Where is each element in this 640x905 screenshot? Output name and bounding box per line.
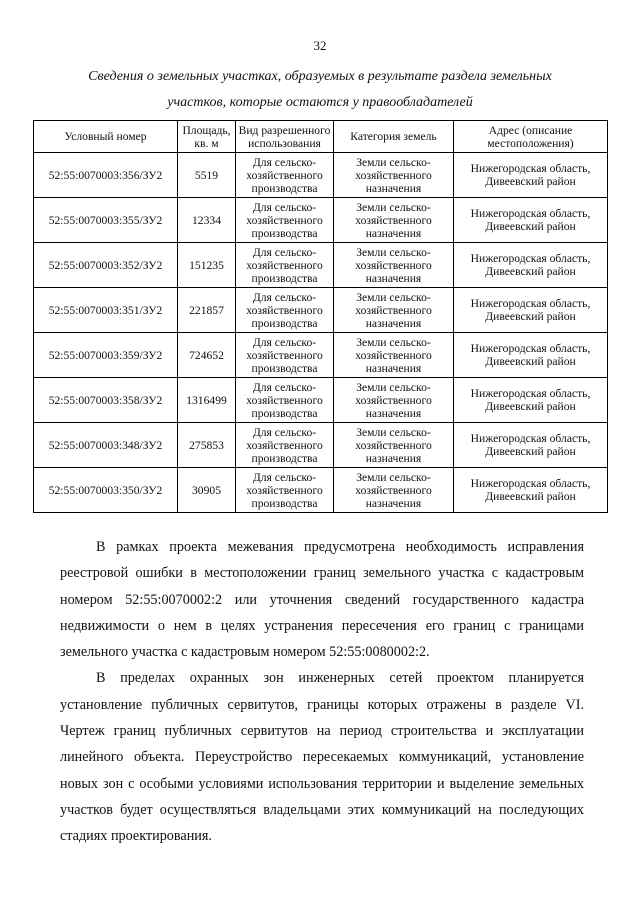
cell-permitted-use: Для сельско-хозяйственного производства xyxy=(236,468,334,513)
cell-permitted-use: Для сельско-хозяйственного производства xyxy=(236,288,334,333)
header-area: Площадь, кв. м xyxy=(178,121,236,153)
table-row xyxy=(34,378,608,423)
cell-address: Нижегородская область, Дивеевский район xyxy=(454,378,608,423)
cell-land-category: Земли сельско-хозяйственного назначения xyxy=(334,423,454,468)
cell-area: 221857 xyxy=(178,288,236,333)
cell-cadastral-number: 52:55:0070003:359/ЗУ2 xyxy=(34,333,178,378)
cell-land-category: Земли сельско-хозяйственного назначения xyxy=(334,378,454,423)
header-cadastral-number: Условный номер xyxy=(34,121,178,153)
paragraph-public-easements: В пределах охранных зон инженерных сетей проектом планируется установление публичных сервитутов, границы которых отражены в разделе VI. Чертеж границ публичных сервитутов на период строительства и эксплуатации линейного объекта. Переустройство пересекаемых коммуникаций, установление новых зон с особыми условиями использования территории и выделение земельных участков будет осуществляться владельцами этих коммуникаций на последующих стадиях проектирования. xyxy=(60,670,584,845)
page-number: 32 xyxy=(313,38,327,53)
cell-land-category: Земли сельско-хозяйственного назначения xyxy=(334,333,454,378)
cell-address: Нижегородская область, Дивеевский район xyxy=(454,468,608,513)
cell-permitted-use: Для сельско-хозяйственного производства xyxy=(236,378,334,423)
cell-cadastral-number: 52:55:0070003:355/ЗУ2 xyxy=(34,198,178,243)
cell-address: Нижегородская область, Дивеевский район xyxy=(454,153,608,198)
cell-area: 30905 xyxy=(178,468,236,513)
cell-area: 5519 xyxy=(178,153,236,198)
cell-land-category: Земли сельско-хозяйственного назначения xyxy=(334,243,454,288)
cell-area: 12334 xyxy=(178,198,236,243)
cell-permitted-use: Для сельско-хозяйственного производства xyxy=(236,243,334,288)
body-text xyxy=(60,534,584,850)
table-row xyxy=(34,288,608,333)
table-row xyxy=(34,198,608,243)
cell-address: Нижегородская область, Дивеевский район xyxy=(454,423,608,468)
cell-permitted-use: Для сельско-хозяйственного производства xyxy=(236,198,334,243)
cell-cadastral-number: 52:55:0070003:350/ЗУ2 xyxy=(34,468,178,513)
cell-cadastral-number: 52:55:0070003:352/ЗУ2 xyxy=(34,243,178,288)
cell-permitted-use: Для сельско-хозяйственного производства xyxy=(236,153,334,198)
table-row xyxy=(34,153,608,198)
paragraph-cadastral-error: В рамках проекта межевания предусмотрена необходимость исправления реестровой ошибки в местоположении границ земельного участка с кадастровым номером 52:55:0070002:2 или уточнения сведений государственного кадастра недвижимости о нем в целях устранения пересечения его границ с границами земельного участка с кадастровым номером 52:55:0080002:2. xyxy=(60,539,584,661)
land-plots-table xyxy=(33,120,608,513)
cell-address: Нижегородская область, Дивеевский район xyxy=(454,333,608,378)
cell-cadastral-number: 52:55:0070003:356/ЗУ2 xyxy=(34,153,178,198)
header-land-category: Категория земель xyxy=(334,121,454,153)
table-caption: Сведения о земельных участках, образуемых в результате раздела земельных участков, которые остаются у правообладателей xyxy=(88,69,552,110)
cell-address: Нижегородская область, Дивеевский район xyxy=(454,198,608,243)
cell-land-category: Земли сельско-хозяйственного назначения xyxy=(334,153,454,198)
cell-cadastral-number: 52:55:0070003:351/ЗУ2 xyxy=(34,288,178,333)
table-row xyxy=(34,423,608,468)
cell-land-category: Земли сельско-хозяйственного назначения xyxy=(334,288,454,333)
cell-address: Нижегородская область, Дивеевский район xyxy=(454,243,608,288)
cell-address: Нижегородская область, Дивеевский район xyxy=(454,288,608,333)
cell-area: 1316499 xyxy=(178,378,236,423)
header-address: Адрес (описание местоположения) xyxy=(454,121,608,153)
cell-land-category: Земли сельско-хозяйственного назначения xyxy=(334,198,454,243)
cell-permitted-use: Для сельско-хозяйственного производства xyxy=(236,423,334,468)
table-row xyxy=(34,243,608,288)
cell-cadastral-number: 52:55:0070003:358/ЗУ2 xyxy=(34,378,178,423)
cell-permitted-use: Для сельско-хозяйственного производства xyxy=(236,333,334,378)
cell-cadastral-number: 52:55:0070003:348/ЗУ2 xyxy=(34,423,178,468)
header-permitted-use: Вид разрешенного использования xyxy=(236,121,334,153)
table-header-row xyxy=(34,121,608,153)
table-row xyxy=(34,468,608,513)
cell-area: 724652 xyxy=(178,333,236,378)
table-row xyxy=(34,333,608,378)
cell-land-category: Земли сельско-хозяйственного назначения xyxy=(334,468,454,513)
cell-area: 275853 xyxy=(178,423,236,468)
cell-area: 151235 xyxy=(178,243,236,288)
